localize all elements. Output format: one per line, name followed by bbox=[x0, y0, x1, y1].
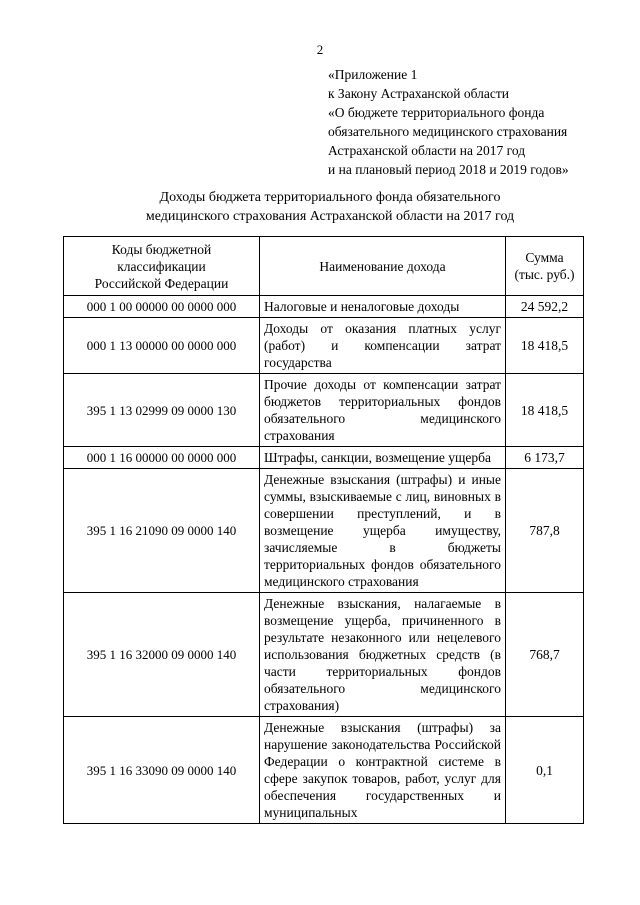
row-code: 000 1 13 00000 00 0000 000 bbox=[64, 318, 260, 374]
header-sum bbox=[506, 237, 584, 296]
row-sum: 24 592,2 bbox=[506, 296, 584, 318]
income-table bbox=[63, 236, 584, 824]
appendix-line: к Закону Астраханской области bbox=[328, 86, 510, 101]
table-header-row bbox=[64, 237, 584, 296]
table-row bbox=[64, 593, 584, 717]
header-code bbox=[64, 237, 260, 296]
header-code-line: классификации bbox=[117, 258, 206, 274]
appendix-line: обязательного медицинского страхования bbox=[328, 124, 568, 139]
header-sum-line: (тыс. руб.) bbox=[514, 267, 575, 282]
header-name: Наименование дохода bbox=[260, 237, 506, 296]
appendix-line: Астраханской области на 2017 год bbox=[328, 143, 526, 158]
row-sum: 787,8 bbox=[506, 469, 584, 593]
row-code: 395 1 16 32000 09 0000 140 bbox=[64, 593, 260, 717]
document-title bbox=[60, 188, 600, 226]
table-row bbox=[64, 469, 584, 593]
row-name: Штрафы, санкции, возмещение ущерба bbox=[260, 447, 506, 469]
row-code: 395 1 16 21090 09 0000 140 bbox=[64, 469, 260, 593]
page-number: 2 bbox=[316, 42, 324, 57]
row-name: Денежные взыскания (штрафы) и иные суммы, взыскиваемые с лиц, виновных в совершении преступлений, и в возмещение ущерба имуществу, зачисляемые в бюджеты территориальных фондов обязательного медицинского страхования bbox=[260, 469, 506, 593]
table-row bbox=[64, 374, 584, 447]
row-name: Денежные взыскания (штрафы) за нарушение законодательства Российской Федерации о контрактной системе в сфере закупок товаров, работ, услуг для обеспечения государственных и муниципальных bbox=[260, 717, 506, 824]
row-code: 000 1 16 00000 00 0000 000 bbox=[64, 447, 260, 469]
title-line: Доходы бюджета территориального фонда обязательного bbox=[159, 190, 501, 205]
appendix-line: и на плановый период 2018 и 2019 годов» bbox=[328, 162, 569, 177]
row-sum: 18 418,5 bbox=[506, 374, 584, 447]
header-sum-line: Сумма bbox=[525, 250, 564, 265]
row-code: 395 1 16 33090 09 0000 140 bbox=[64, 717, 260, 824]
table-row bbox=[64, 447, 584, 469]
row-sum: 18 418,5 bbox=[506, 318, 584, 374]
appendix-line: «О бюджете территориального фонда bbox=[328, 105, 545, 120]
table-row bbox=[64, 717, 584, 824]
row-name: Налоговые и неналоговые доходы bbox=[260, 296, 506, 318]
header-code-line: Российской Федерации bbox=[94, 275, 229, 291]
row-sum: 768,7 bbox=[506, 593, 584, 717]
row-name: Прочие доходы от компенсации затрат бюджетов территориальных фондов обязательного медицинского страхования bbox=[260, 374, 506, 447]
appendix-line: «Приложение 1 bbox=[328, 67, 418, 82]
row-sum: 6 173,7 bbox=[506, 447, 584, 469]
row-name: Денежные взыскания, налагаемые в возмещение ущерба, причиненного в результате незаконного или нецелевого использования бюджетных средств (в части территориальных фондов обязательного медицинского страхования) bbox=[260, 593, 506, 717]
row-code: 395 1 13 02999 09 0000 130 bbox=[64, 374, 260, 447]
header-code-line: Коды бюджетной bbox=[111, 241, 212, 257]
row-code: 000 1 00 00000 00 0000 000 bbox=[64, 296, 260, 318]
table-row bbox=[64, 318, 584, 374]
title-line: медицинского страхования Астраханской области на 2017 год bbox=[145, 209, 515, 224]
row-name: Доходы от оказания платных услуг (работ) и компенсации затрат государства bbox=[260, 318, 506, 374]
appendix-header bbox=[328, 65, 628, 179]
table-row bbox=[64, 296, 584, 318]
row-sum: 0,1 bbox=[506, 717, 584, 824]
